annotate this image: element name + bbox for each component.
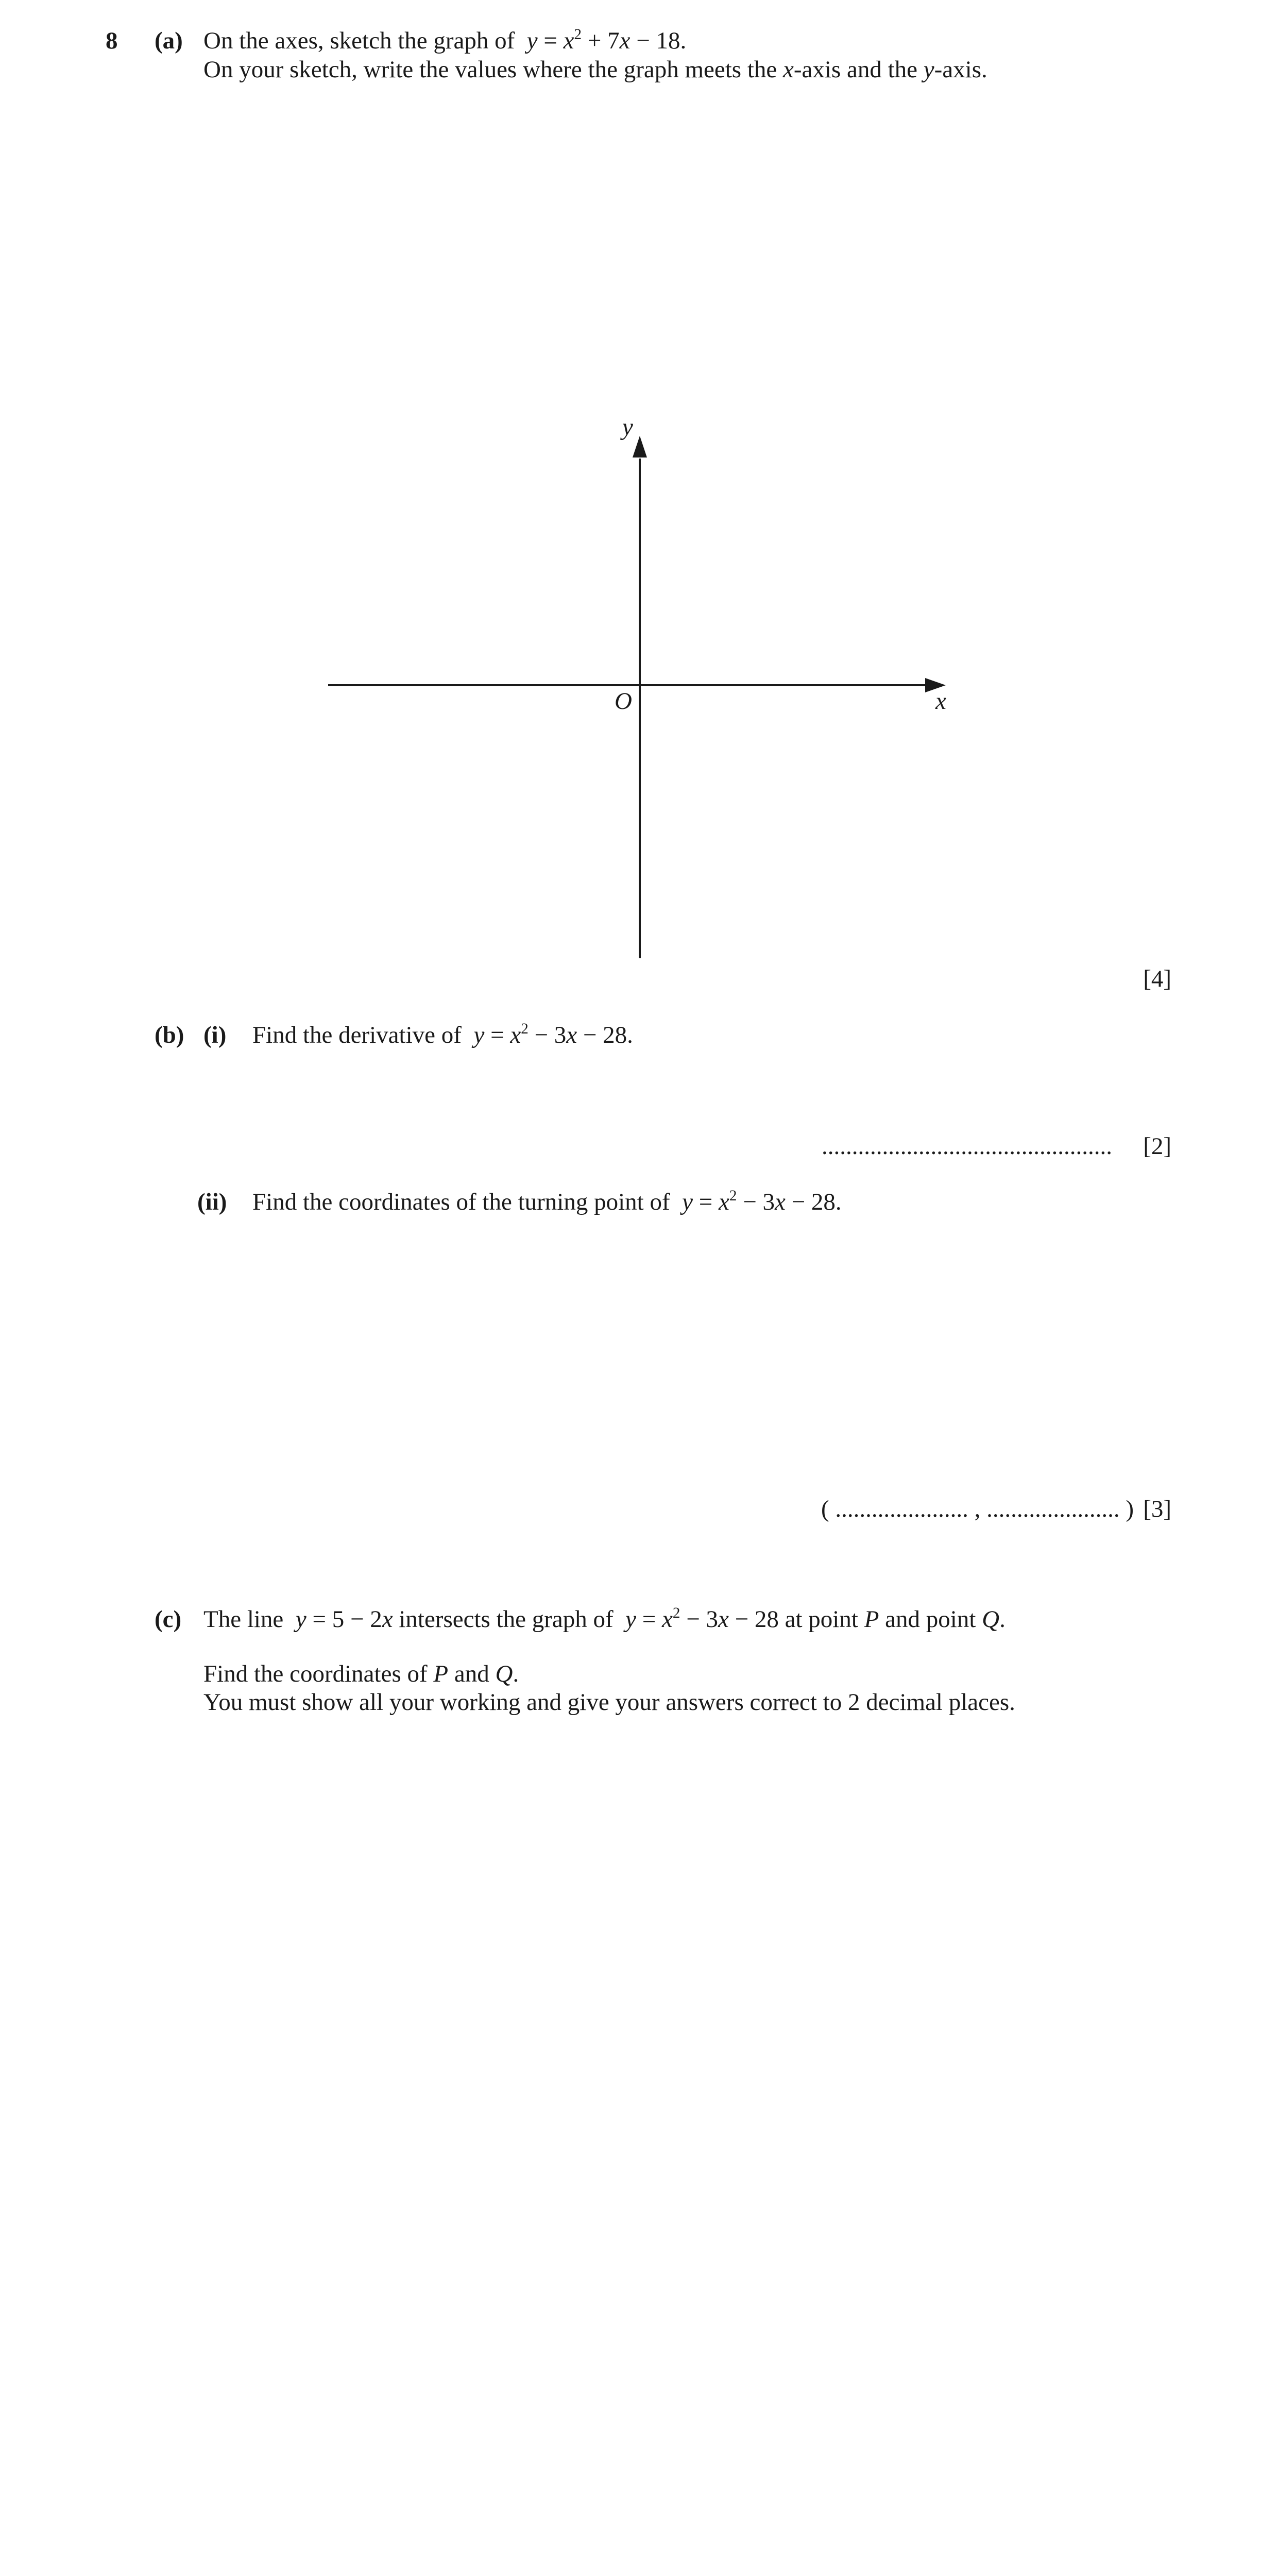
part-b-i-question: Find the derivative of $y = x^2 - 3x - 28$. — [252, 1020, 633, 1048]
part-a-text: On the axes, sketch the graph of — [203, 27, 515, 54]
y-axis-label: y — [622, 414, 633, 440]
part-b-i-answer-line[interactable]: ................................................ — [822, 1133, 1112, 1160]
part-c-question-line2: Find the coordinates of P and Q. — [203, 1660, 519, 1687]
part-a-label: (a) — [155, 27, 183, 54]
part-c-question-line3: You must show all your working and give your answers correct to 2 decimal places. — [203, 1689, 1015, 1716]
part-b-i-label: (i) — [203, 1022, 227, 1048]
part-b-ii-question: Find the coordinates of the turning point of $y = x^2 - 3x - 28$. — [252, 1187, 842, 1215]
y-axis-arrowhead — [633, 436, 647, 457]
part-a-equation: $y = x^2 + 7x - 18$. — [526, 26, 687, 54]
part-a-instruction-line2: On your sketch, write the values where the graph meets the x-axis and the y-axis. — [203, 56, 987, 83]
part-c-line-equation: y = 5 − 2x — [295, 1606, 393, 1633]
part-b-ii-answer-line[interactable]: ( ...................... , ...................... ) — [821, 1496, 1134, 1522]
part-b-ii-marks: [3] — [1143, 1496, 1171, 1522]
question-number: 8 — [106, 27, 118, 54]
part-a-marks: [4] — [1143, 965, 1171, 992]
part-b-ii-equation: $y = x^2 - 3x - 28$. — [682, 1187, 842, 1215]
part-c-label: (c) — [155, 1606, 182, 1633]
part-b-label: (b) — [155, 1022, 184, 1048]
part-b-i-equation: $y = x^2 - 3x - 28$. — [473, 1020, 633, 1048]
origin-label: O — [615, 688, 632, 715]
part-c-question-line1: The line y = 5 − 2x intersects the graph of $y = x^2 - 3x - 28$ at point P and point Q. — [203, 1604, 1006, 1633]
part-b-i-marks: [2] — [1143, 1133, 1171, 1160]
part-b-ii-label: (ii) — [197, 1189, 227, 1215]
part-c-curve-equation: $y = x^2 - 3x - 28$ — [625, 1604, 779, 1633]
x-axis-label: x — [935, 688, 946, 715]
